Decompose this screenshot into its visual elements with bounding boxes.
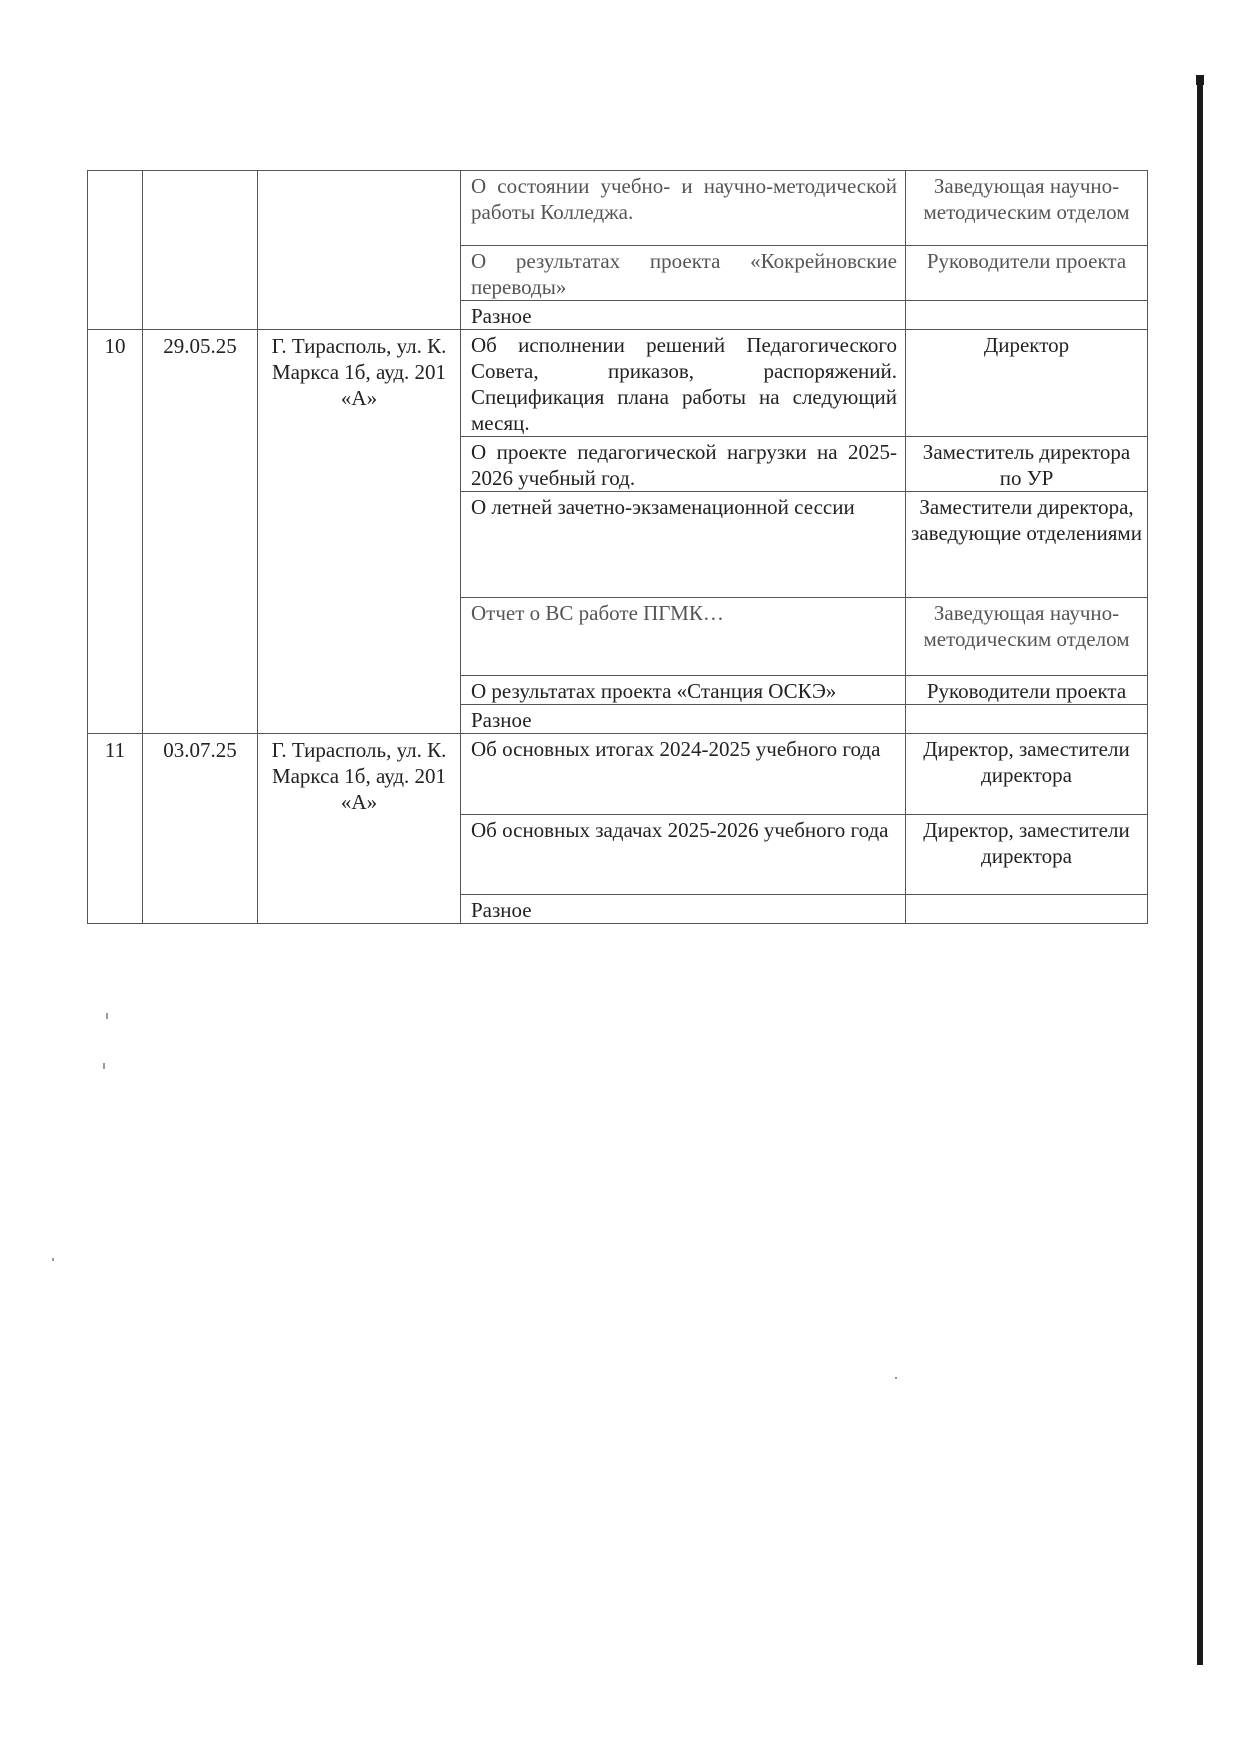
agenda-topic: О результатах проекта «Станция ОСКЭ» [461,676,906,705]
scan-speck [52,1258,54,1261]
meeting-number: 11 [88,734,143,924]
meeting-number: 10 [88,330,143,734]
agenda-topic: О результатах проекта «Кокрейновские переводы» [461,246,906,301]
meeting-date: 29.05.25 [143,330,258,734]
meeting-date [143,171,258,330]
agenda-responsible: Директор, заместители директора [906,734,1148,815]
scan-speck [895,1377,897,1379]
agenda-topic: О проекте педагогической нагрузки на 2025-2026 учебный год. [461,437,906,492]
agenda-topic: Разное [461,301,906,330]
scan-edge [1197,75,1203,1665]
agenda-topic: Об основных итогах 2024-2025 учебного года [461,734,906,815]
agenda-responsible: Директор, заместители директора [906,815,1148,895]
agenda-topic: Разное [461,705,906,734]
table-row [88,330,1148,437]
agenda-topic: Об основных задачах 2025-2026 учебного года [461,815,906,895]
meeting-date: 03.07.25 [143,734,258,924]
meeting-number [88,171,143,330]
agenda-responsible: Заведующая научно-методическим отделом [906,598,1148,676]
agenda-responsible [906,301,1148,330]
agenda-responsible: Руководители проекта [906,246,1148,301]
agenda-responsible [906,705,1148,734]
scan-speck [106,1013,108,1019]
agenda-responsible: Заведующая научно-методическим отделом [906,171,1148,246]
agenda-topic: Разное [461,895,906,924]
meeting-place [258,171,461,330]
agenda-topic: О летней зачетно-экзаменационной сессии [461,492,906,598]
scan-speck [103,1063,105,1069]
agenda-responsible [906,895,1148,924]
table-row [88,171,1148,246]
meeting-place: Г. Тирасполь, ул. К. Маркса 1б, ауд. 201 «А» [258,734,461,924]
agenda-responsible: Заместители директора, заведующие отделениями [906,492,1148,598]
agenda-topic: О состоянии учебно- и научно-методической работы Колледжа. [461,171,906,246]
agenda-topic: Об исполнении решений Педагогического Совета, приказов, распоряжений. Спецификация плана работы на следующий месяц. [461,330,906,437]
agenda-responsible: Директор [906,330,1148,437]
agenda-responsible: Заместитель директора по УР [906,437,1148,492]
pedagogical-council-plan-table [87,170,1148,924]
agenda-responsible: Руководители проекта [906,676,1148,705]
agenda-topic: Отчет о ВС работе ПГМК… [461,598,906,676]
table-row [88,734,1148,815]
meeting-place: Г. Тирасполь, ул. К. Маркса 1б, ауд. 201 «А» [258,330,461,734]
